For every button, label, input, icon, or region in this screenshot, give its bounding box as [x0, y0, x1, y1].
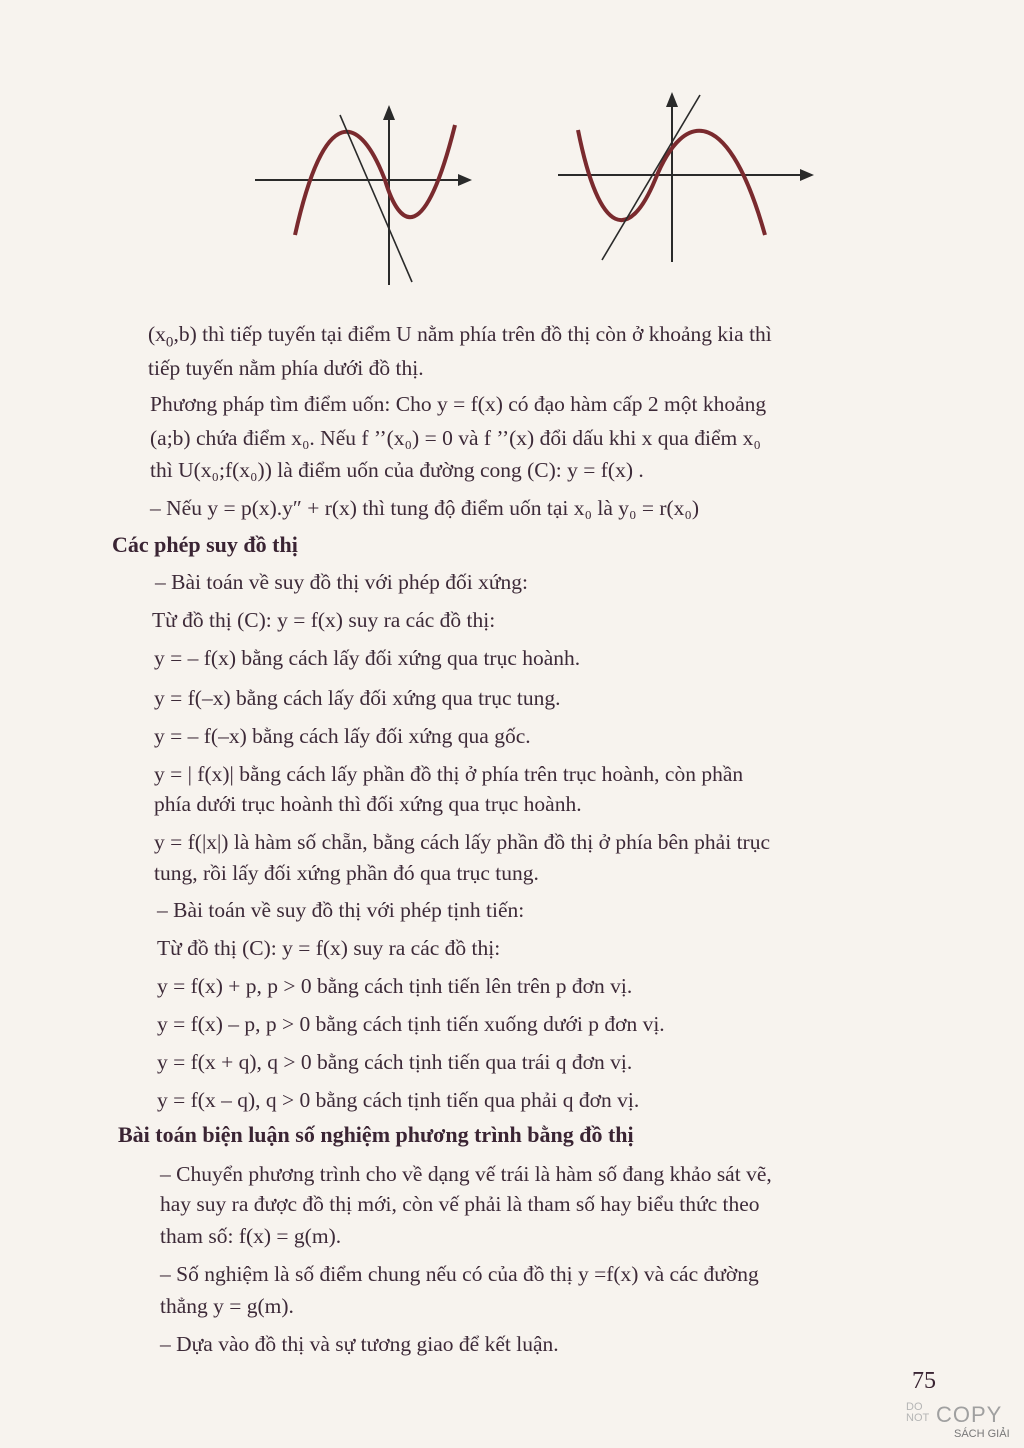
right-graph	[558, 92, 814, 262]
step2-line-2: thẳng y = g(m).	[160, 1294, 294, 1318]
para-tangent-line-1: $(x_0,b)$ thì tiếp tuyến tại điểm U nằm phía trên đồ thị còn ở khoảng kia thì	[148, 322, 772, 351]
left-y-arrow-icon	[383, 105, 395, 120]
step2-line-1: – Số nghiệm là số điểm chung nếu có của đồ thị y =f(x) và các đường	[160, 1262, 759, 1286]
translation-item-2: y = f(x) – p, p > 0 bằng cách tịnh tiến xuống dưới p đơn vị.	[157, 1012, 665, 1036]
left-tangent-line	[340, 115, 412, 282]
do-not-copy-logo	[906, 1400, 1012, 1446]
step1-line-1: – Chuyển phương trình cho về dạng vế trái là hàm số đang khảo sát vẽ,	[160, 1162, 772, 1186]
step3-line: – Dựa vào đồ thị và sự tương giao để kết luận.	[160, 1332, 559, 1356]
method-line-2: (a;b) chứa điểm x₀. Nếu f ’’(x₀) = 0 và f ’’(x) đổi dấu khi x qua điểm x₀	[150, 426, 761, 450]
page-number: 75	[912, 1368, 936, 1394]
abs-fx-line-2: phía dưới trục hoành thì đối xứng qua trục hoành.	[154, 792, 582, 816]
step1-line-3: tham số: f(x) = g(m).	[160, 1224, 342, 1248]
f-abs-x-line-1: y = f(|x|) là hàm số chẵn, bằng cách lấy phần đồ thị ở phía bên phải trục	[154, 830, 770, 854]
symmetry-intro: – Bài toán về suy đồ thị với phép đối xứng:	[155, 570, 528, 594]
right-tangent-line	[602, 95, 700, 260]
heading-root-discussion: Bài toán biện luận số nghiệm phương trình bằng đồ thị	[118, 1122, 634, 1147]
symmetry-from-graph: Từ đồ thị (C): y = f(x) suy ra các đồ thị:	[152, 608, 496, 632]
symmetry-item-2: y = f(–x) bằng cách lấy đối xứng qua trục tung.	[154, 686, 561, 710]
right-x-arrow-icon	[800, 169, 814, 181]
inflection-ordinate-note: – Nếu y = p(x).y″ + r(x) thì tung độ điểm uốn tại x₀ là y₀ = r(x₀)	[150, 496, 700, 520]
symmetry-item-1: y = – f(x) bằng cách lấy đối xứng qua trục hoành.	[154, 646, 581, 670]
method-line-1: Phương pháp tìm điểm uốn: Cho y = f(x) có đạo hàm cấp 2 một khoảng	[150, 392, 767, 416]
step1-line-2: hay suy ra được đồ thị mới, còn vế phải là tham số hay biểu thức theo	[160, 1192, 760, 1216]
translation-intro: – Bài toán về suy đồ thị với phép tịnh tiến:	[157, 898, 525, 922]
logo-copy: COPY	[936, 1402, 1003, 1427]
abs-fx-line-1: y = | f(x)| bằng cách lấy phần đồ thị ở phía trên trục hoành, còn phần	[154, 762, 744, 786]
para-tangent-line-2: tiếp tuyến nằm phía dưới đồ thị.	[148, 356, 424, 380]
translation-from-graph: Từ đồ thị (C): y = f(x) suy ra các đồ thị:	[157, 936, 501, 960]
translation-item-4: y = f(x – q), q > 0 bằng cách tịnh tiến qua phải q đơn vị.	[157, 1088, 640, 1112]
f-abs-x-line-2: tung, rồi lấy đối xứng phần đó qua trục tung.	[154, 861, 539, 885]
left-x-arrow-icon	[458, 174, 472, 186]
symmetry-item-3: y = – f(–x) bằng cách lấy đối xứng qua gốc.	[154, 724, 531, 748]
inflection-graphs	[240, 90, 820, 300]
right-y-arrow-icon	[666, 92, 678, 107]
logo-do-not: DO NOT	[906, 1401, 930, 1424]
logo-sach-giai: SÁCH GIẢI	[954, 1428, 1010, 1440]
translation-item-1: y = f(x) + p, p > 0 bằng cách tịnh tiến lên trên p đơn vị.	[157, 974, 633, 998]
translation-item-3: y = f(x + q), q > 0 bằng cách tịnh tiến qua trái q đơn vị.	[157, 1050, 633, 1074]
heading-graph-transformations: Các phép suy đồ thị	[112, 532, 298, 557]
method-line-3: thì U(x₀;f(x₀)) là điểm uốn của đường cong (C): y = f(x) .	[150, 458, 644, 482]
left-graph	[255, 105, 472, 285]
